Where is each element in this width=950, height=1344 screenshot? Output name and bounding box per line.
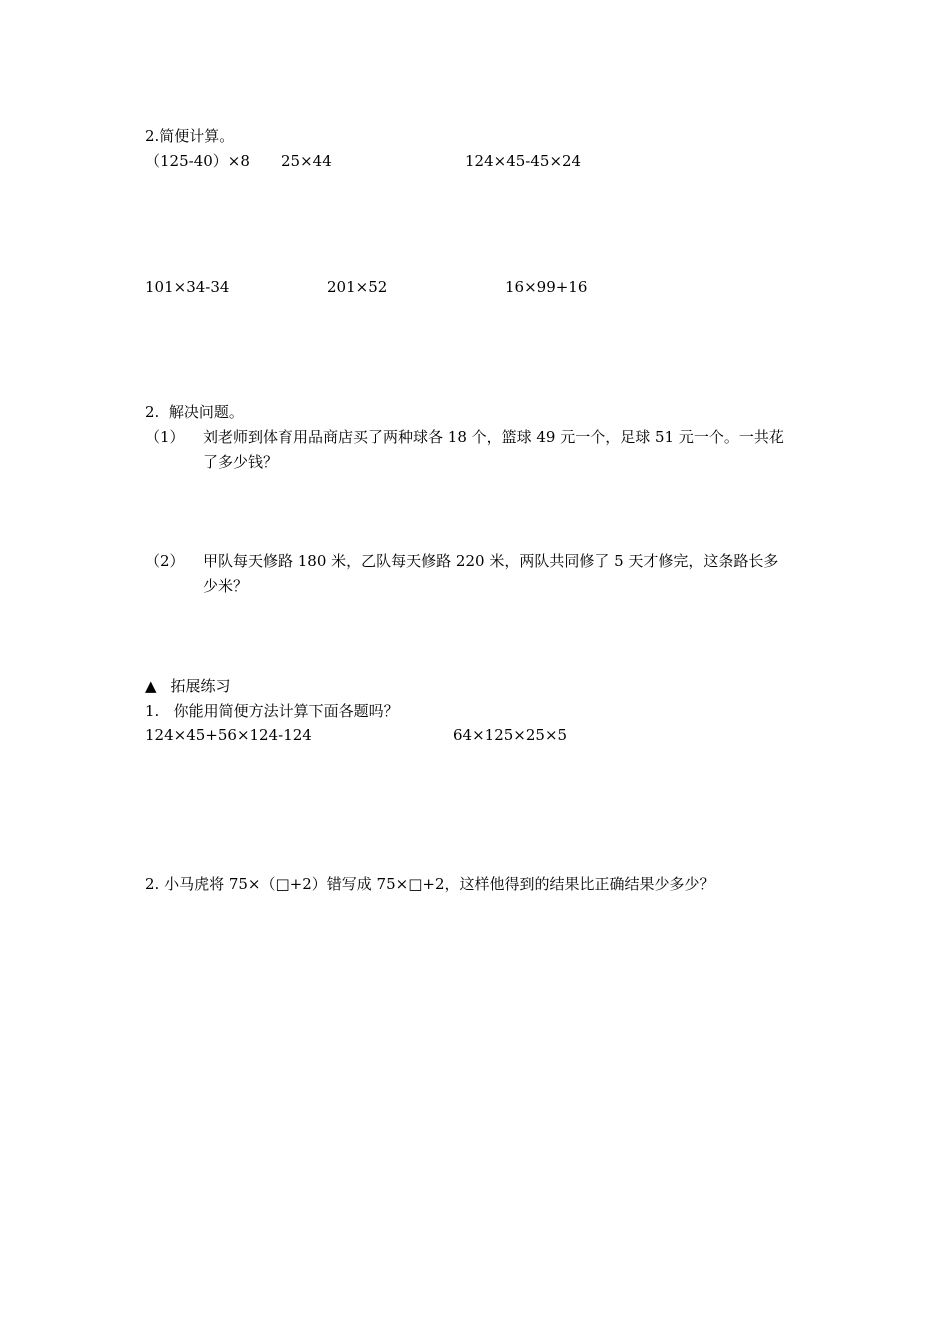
- extend-question-1: 1. 你能用简便方法计算下面各题吗？: [145, 702, 399, 720]
- problem-1-text-line-2: 了多少钱？: [203, 453, 279, 471]
- problem-2-number: （2）: [145, 552, 185, 570]
- calc-expression-5: 201×52: [327, 278, 388, 296]
- calc-expression-6: 16×99+16: [505, 278, 588, 296]
- problem-1-number: （1）: [145, 428, 185, 446]
- triangle-icon: ▲: [145, 677, 157, 695]
- extend-expression-2: 64×125×25×5: [453, 726, 568, 744]
- calc-expression-2: 25×44: [281, 152, 332, 170]
- problems-heading: 2. 解决问题。: [145, 403, 244, 421]
- calc-heading: 2.简便计算。: [145, 127, 235, 145]
- calc-expression-1: （125-40）×8: [145, 152, 250, 170]
- extend-heading: [145, 676, 231, 696]
- calc-expression-4: 101×34-34: [145, 278, 230, 296]
- calc-expression-3: 124×45-45×24: [465, 152, 582, 170]
- extend-question-2: 2. 小马虎将 75×（□+2）错写成 75×□+2，这样他得到的结果比正确结果少多少？: [145, 875, 715, 893]
- problem-2-text-line-2: 少米？: [203, 577, 249, 595]
- extend-heading-label: 拓展练习: [170, 677, 231, 695]
- problem-2-text-line-1: 甲队每天修路 180 米，乙队每天修路 220 米，两队共同修了 5 天才修完，这条路长多: [203, 552, 779, 570]
- extend-expression-1: 124×45+56×124-124: [145, 726, 312, 744]
- problem-1-text-line-1: 刘老师到体育用品商店买了两种球各 18 个，篮球 49 元一个，足球 51 元一个。一共花: [203, 428, 784, 446]
